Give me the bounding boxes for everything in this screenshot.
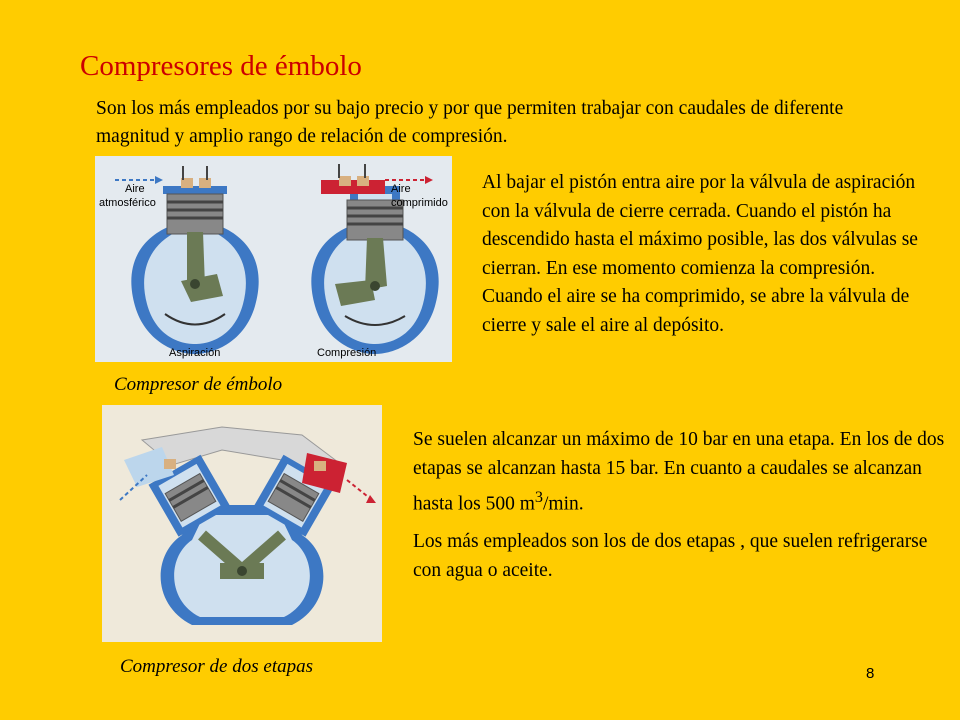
label-aire-atmosferico-2: atmosférico <box>99 197 156 209</box>
label-aspiracion: Aspiración <box>169 347 221 359</box>
usage-paragraph: Los más empleados son los de dos etapas , que suelen refrigerarse con agua o aceite. <box>413 531 928 581</box>
label-aire-comprimido-1: Aire <box>391 183 411 195</box>
figure2-caption: Compresor de dos etapas <box>120 656 313 677</box>
pressure-tail: /min. <box>543 493 584 515</box>
pressure-paragraph <box>413 426 948 519</box>
two-stage-compressor-illustration <box>102 405 382 642</box>
figure1-caption: Compresor de émbolo <box>114 374 283 395</box>
explanation-paragraph: Al bajar el pistón entra aire por la válvula de aspiración con la válvula de cierre cerrada. Cuando el pistón ha descendido hasta el máximo posible, las dos válvulas se cierran. En ese momento comienza la compresión. Cuando el aire se ha comprimido, se abre la válvula de cierre y sale el aire al depósito. <box>482 172 918 336</box>
label-aire-atmosferico-1: Aire <box>125 183 145 195</box>
label-aire-comprimido-2: comprimido <box>391 197 448 209</box>
label-compresion: Compresión <box>317 347 377 359</box>
intro-paragraph: Son los más empleados por su bajo precio y por que permiten trabajar con caudales de diferente magnitud y amplio rango de relación de compresión. <box>96 98 844 147</box>
single-stage-compressor-figure <box>95 156 452 362</box>
single-stage-compressor-illustration <box>95 156 452 362</box>
pressure-text: Se suelen alcanzar un máximo de 10 bar en una etapa. En los de dos etapas se alcanzan hasta 15 bar. En cuanto a caudales se alcanzan hasta los 500 m <box>413 429 945 515</box>
pressure-sup: 3 <box>534 488 543 506</box>
two-stage-compressor-figure <box>102 405 382 642</box>
page-number: 8 <box>866 665 875 682</box>
slide-title: Compresores de émbolo <box>80 50 362 82</box>
